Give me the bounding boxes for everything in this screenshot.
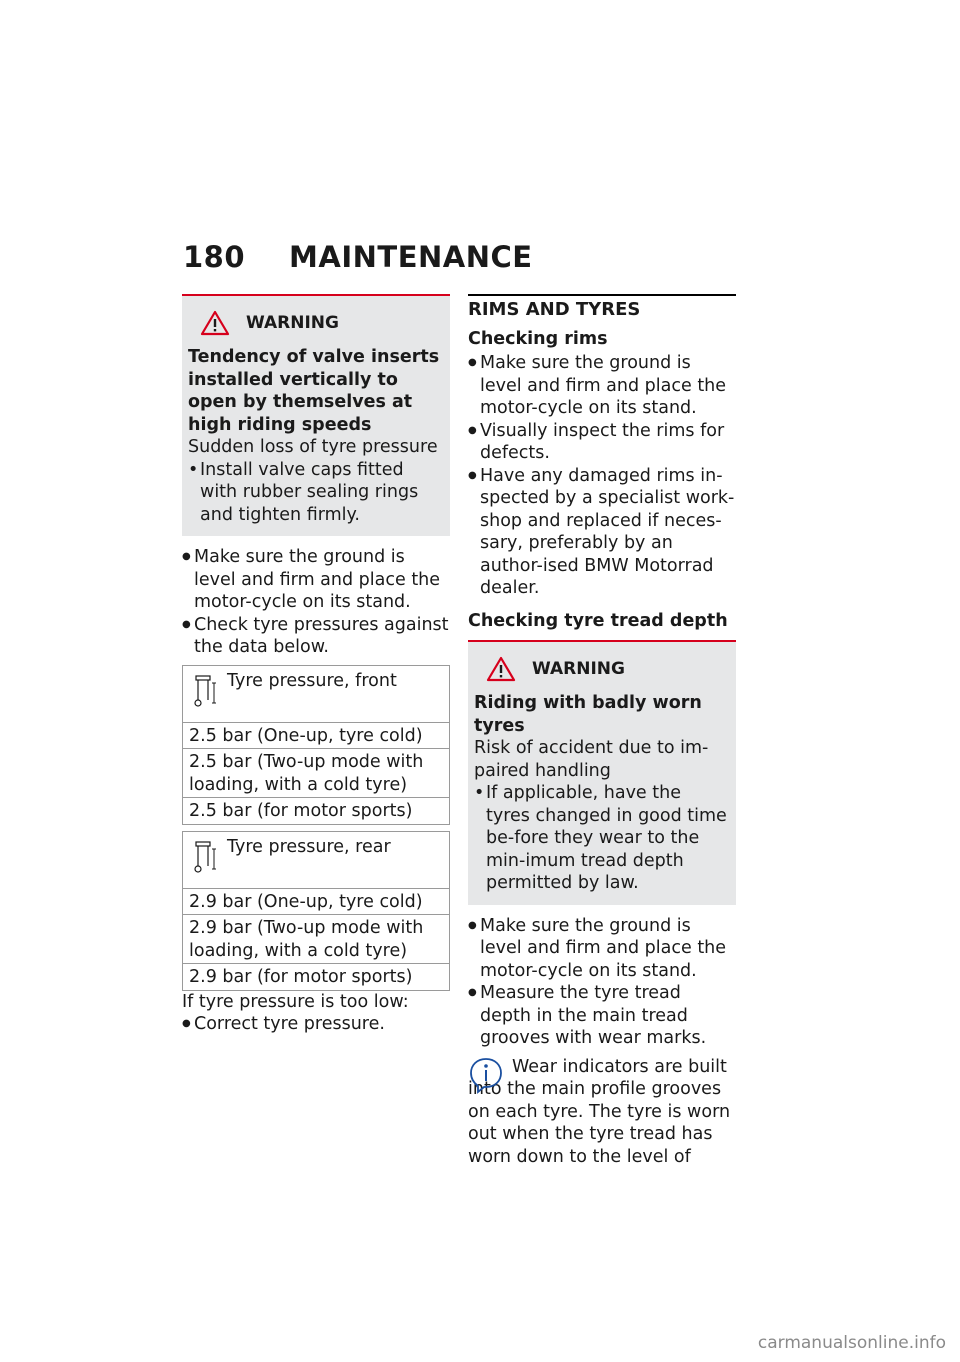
spec-table-front — [182, 665, 450, 825]
section-name: MAINTENANCE — [289, 240, 533, 274]
left-column — [182, 294, 450, 1036]
warning-header — [188, 310, 442, 336]
list-item: ● Make sure the ground is level and firm and place the motor-cycle on its stand. — [182, 546, 450, 614]
spec-row: 2.5 bar (Two-up mode with loading, with a cold tyre) — [183, 749, 449, 798]
warning-triangle-icon — [200, 310, 230, 336]
warning-box-valve — [182, 294, 450, 536]
warning-box-tyres — [468, 640, 736, 905]
right-column — [468, 294, 736, 1168]
list-item: • Install valve caps fitted with rubber sealing rings and tighten firmly. — [188, 459, 442, 527]
list-item: ● Check tyre pressures against the data below. — [182, 614, 450, 659]
page-header — [183, 240, 533, 274]
warning-heading: Tendency of valve inserts installed vertically to open by themselves at high riding speeds — [188, 347, 440, 435]
warning-triangle-icon — [486, 656, 516, 682]
step-list — [182, 546, 450, 659]
warning-list — [474, 782, 728, 895]
section-title: RIMS AND TYRES — [468, 294, 736, 322]
spec-table-rear — [182, 831, 450, 991]
warning-title: WARNING — [532, 658, 625, 679]
note-text: Wear indicators are built into the main profile grooves on each tyre. The tyre is worn out when the tyre tread has worn down to the level of — [468, 1056, 731, 1167]
step-list — [182, 1013, 450, 1036]
tread-title: Checking tyre tread depth — [468, 610, 728, 631]
spec-row: 2.9 bar (for motor sports) — [189, 967, 413, 987]
step-list — [468, 352, 736, 600]
list-item: ● Correct tyre pressure. — [182, 1013, 450, 1036]
spec-row: 2.5 bar (One-up, tyre cold) — [183, 723, 449, 750]
list-item: • If applicable, have the tyres changed in good time be-fore they wear to the min-imum tread depth permitted by law. — [474, 782, 728, 895]
list-item: ● Visually inspect the rims for defects. — [468, 420, 736, 465]
spec-label: Tyre pressure, front — [227, 670, 397, 691]
warning-text: Sudden loss of tyre pressure — [188, 437, 438, 457]
watermark: carmanualsonline.info — [757, 1333, 946, 1353]
step-list — [468, 915, 736, 1050]
info-note — [468, 1056, 736, 1169]
spec-header — [183, 832, 449, 889]
low-pressure-text: If tyre pressure is too low: — [182, 991, 409, 1012]
warning-header — [474, 656, 728, 682]
info-icon — [468, 1056, 504, 1094]
rims-title: Checking rims — [468, 328, 608, 349]
list-item: ● Have any damaged rims in-spected by a specialist work-shop and replaced if neces-sary, preferably by an author-ised BMW Motorrad dealer. — [468, 465, 736, 600]
spec-row: 2.9 bar (One-up, tyre cold) — [183, 889, 449, 916]
spec-row: 2.9 bar (Two-up mode with loading, with a cold tyre) — [183, 915, 449, 964]
spec-header — [183, 666, 449, 723]
list-item: ● Measure the tyre tread depth in the main tread grooves with wear marks. — [468, 982, 736, 1050]
spec-row: 2.5 bar (for motor sports) — [189, 801, 413, 821]
list-item: ● Make sure the ground is level and firm and place the motor-cycle on its stand. — [468, 352, 736, 420]
warning-text: Risk of accident due to im-paired handling — [474, 738, 709, 781]
tyre-gauge-icon — [191, 840, 219, 874]
warning-heading: Riding with badly worn tyres — [474, 693, 702, 736]
warning-list — [188, 459, 442, 527]
spec-label: Tyre pressure, rear — [227, 836, 391, 857]
tyre-gauge-icon — [191, 674, 219, 708]
page-number: 180 — [183, 240, 246, 274]
list-item: ● Make sure the ground is level and firm and place the motor-cycle on its stand. — [468, 915, 736, 983]
warning-title: WARNING — [246, 312, 339, 333]
